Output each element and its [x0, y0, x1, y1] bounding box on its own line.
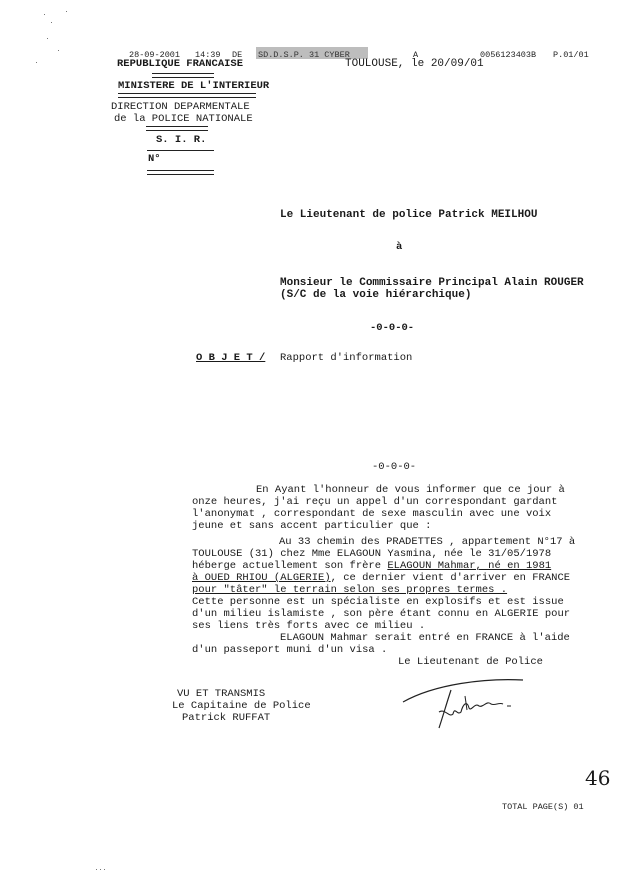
recipient-line2: (S/C de la voie hiérarchique): [280, 289, 472, 301]
header-rule: [147, 170, 214, 175]
vu-line1: VU ET TRANSMIS: [177, 688, 266, 700]
separator: -0-0-0-: [372, 461, 417, 473]
body-line: Cette personne est un spécialiste en explosifs et est issue: [192, 596, 564, 608]
scan-speck: [96, 869, 97, 870]
to-word: à: [396, 241, 403, 253]
body-line: ELAGOUN Mahmar serait entré en FRANCE à l'aide: [280, 632, 570, 644]
header-rule: [147, 150, 214, 151]
body-line: Au 33 chemin des PRADETTES , appartement N°17 à: [279, 536, 576, 548]
body-line: pour "tâter" le terrain selon ses propres termes .: [192, 584, 508, 596]
fax-footer: TOTAL PAGE(S) 01: [502, 802, 584, 812]
body-text-underlined: ELAGOUN Mahmar, né en 1981: [387, 560, 552, 572]
republic-title: REPUBLIQUE FRANCAISE: [117, 58, 244, 70]
body-text-part: héberge actuellement son frère: [192, 560, 388, 572]
body-line: l'anonymat , correspondant de sexe masculin avec une voix: [192, 508, 552, 520]
body-line: TOULOUSE (31) chez Mme ELAGOUN Yasmina, née le 31/05/1978: [192, 548, 552, 560]
ministry: MINISTERE DE L'INTERIEUR: [118, 80, 270, 92]
header-rule: [152, 73, 214, 78]
fax-date: 28-09-2001: [129, 50, 181, 60]
signer-title: Le Lieutenant de Police: [398, 656, 543, 668]
scan-speck: [100, 869, 101, 870]
body-line: d'un passeport muni d'un visa .: [192, 644, 388, 656]
handwritten-page-number: 46: [585, 766, 611, 790]
handwritten-signature: [395, 672, 535, 732]
scan-speck: [66, 11, 67, 12]
body-line-underlined: [192, 572, 570, 584]
scan-speck: [36, 62, 37, 63]
fax-time: 14:39: [195, 50, 221, 60]
fax-sender: SD.D.S.P. 31 CYBER: [258, 50, 350, 60]
body-line: ses liens très forts avec ce milieu .: [192, 620, 426, 632]
fax-recipient-letter: A: [413, 50, 419, 60]
recipient-line1: Monsieur le Commissaire Principal Alain ROUGER: [280, 277, 584, 289]
body-line: d'un milieu islamiste , son père étant connu en ALGERIE pour: [192, 608, 571, 620]
vu-line3: Patrick RUFFAT: [182, 712, 271, 724]
fax-from-label: DE: [232, 50, 243, 60]
city-date: TOULOUSE, le 20/09/01: [345, 58, 484, 70]
body-line-underlined: [192, 560, 551, 572]
separator: -0-0-0-: [370, 322, 415, 334]
number-label: N°: [148, 153, 161, 165]
fax-phone: 0056123403B: [480, 50, 537, 60]
direction-line2: de la POLICE NATIONALE: [114, 113, 253, 125]
body-text-underlined: à OUED RHIOU (ALGERIE): [192, 572, 331, 584]
body-line: En Ayant l'honneur de vous informer que ce jour à: [256, 484, 565, 496]
object-text: Rapport d'information: [280, 352, 413, 364]
sender-line: Le Lieutenant de police Patrick MEILHOU: [280, 209, 538, 221]
scan-speck: [58, 50, 59, 51]
service-name: S. I. R.: [156, 134, 207, 146]
object-label: O B J E T /: [196, 352, 266, 364]
scan-speck: [44, 14, 45, 15]
scan-speck: [47, 38, 48, 39]
header-rule: [146, 126, 208, 131]
fax-page: P.01/01: [553, 50, 589, 60]
direction-line1: DIRECTION DEPARMENTALE: [111, 101, 250, 113]
body-text-part: , ce dernier vient d'arriver en FRANCE: [330, 572, 571, 584]
scan-speck: [51, 22, 52, 23]
body-line: jeune et sans accent particulier que :: [192, 520, 432, 532]
vu-line2: Le Capitaine de Police: [172, 700, 311, 712]
scan-speck: [104, 869, 105, 870]
body-line: onze heures, j'ai reçu un appel d'un correspondant gardant: [192, 496, 558, 508]
header-rule: [118, 93, 256, 98]
